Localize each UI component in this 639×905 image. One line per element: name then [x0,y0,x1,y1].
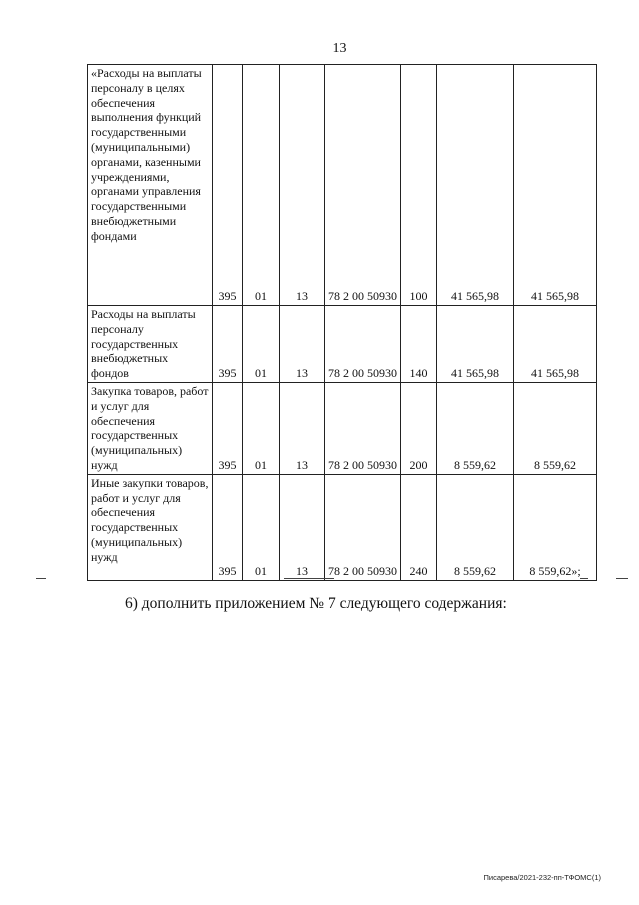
ministry-code-cell: 395 [213,382,243,474]
row-description: Закупка товаров, работ и услуг для обеспечения государственных (муниципальных) нужд [88,382,213,474]
amendment-paragraph: 6) дополнить приложением № 7 следующего содержания: [125,595,507,612]
ministry-code-cell: 395 [213,474,243,580]
table-row [88,474,597,580]
amount-cell: 41 565,98 [437,65,514,306]
row-description: Иные закупки товаров, работ и услуг для обеспечения государственных (муниципальных) нужд [88,474,213,580]
subsection-code-cell: 13 [280,382,325,474]
expense-type-cell: 200 [401,382,437,474]
subsection-code-cell: 13 [280,474,325,580]
section-code-cell: 01 [243,474,280,580]
subsection-code-cell: 13 [280,306,325,383]
amount-cell: 8 559,62»; [514,474,597,580]
budget-table [87,64,597,581]
section-code-cell: 01 [243,65,280,306]
table-row [88,306,597,383]
expense-type-cell: 100 [401,65,437,306]
scan-divider [580,578,588,579]
table-row [88,382,597,474]
page-number: 13 [332,41,347,56]
target-article-cell: 78 2 00 50930 [325,306,401,383]
document-footer-code: Писарева/2021-232-пп-ТФОМС(1) [483,873,601,882]
amount-cell: 41 565,98 [437,306,514,383]
table-row [88,65,597,306]
amount-cell: 8 559,62 [514,382,597,474]
row-description: «Расходы на выплаты персоналу в целях обеспечения выполнения функций государственными (муниципальными) органами, казенными учреждениями, органами управления государственными внебюджетными фондами [88,65,213,306]
amount-cell: 8 559,62 [437,382,514,474]
amount-cell: 41 565,98 [514,65,597,306]
scan-divider [284,578,334,579]
target-article-cell: 78 2 00 50930 [325,474,401,580]
ministry-code-cell: 395 [213,65,243,306]
scan-divider [36,578,46,579]
target-article-cell: 78 2 00 50930 [325,382,401,474]
row-description: Расходы на выплаты персоналу государственных внебюджетных фондов [88,306,213,383]
amount-cell: 41 565,98 [514,306,597,383]
amount-cell: 8 559,62 [437,474,514,580]
subsection-code-cell: 13 [280,65,325,306]
section-code-cell: 01 [243,382,280,474]
ministry-code-cell: 395 [213,306,243,383]
expense-type-cell: 140 [401,306,437,383]
section-code-cell: 01 [243,306,280,383]
expense-type-cell: 240 [401,474,437,580]
scan-divider [616,578,628,579]
target-article-cell: 78 2 00 50930 [325,65,401,306]
